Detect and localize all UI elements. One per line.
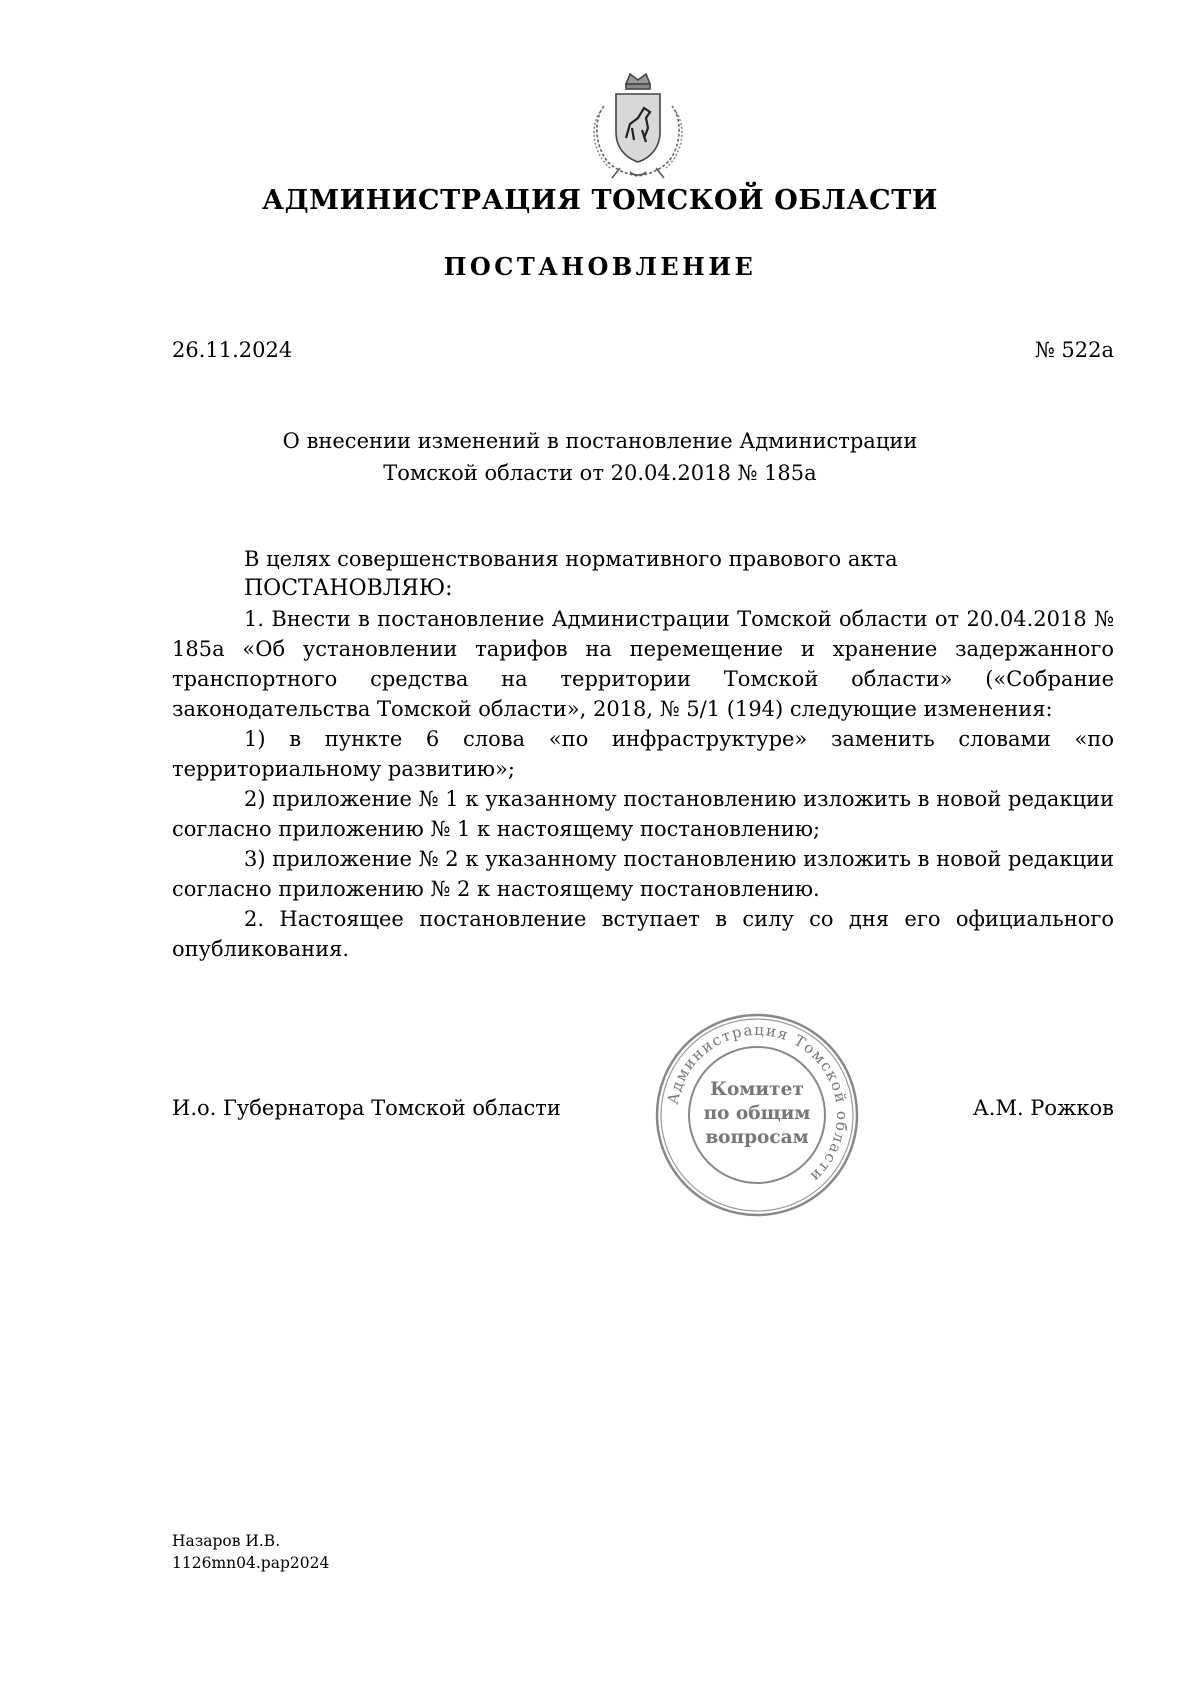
document-date: 26.11.2024 [172, 338, 293, 362]
document-type: ПОСТАНОВЛЕНИЕ [443, 252, 757, 281]
sub-item-2: 2) приложение № 1 к указанному постановлению изложить в новой редакции согласно приложению № 1 к настоящему постановлению; [172, 787, 1114, 841]
document-subject [0, 425, 1200, 489]
document-number: № 522а [1034, 338, 1114, 362]
footer [172, 1530, 329, 1574]
executor-name: Назаров И.В. [172, 1532, 281, 1550]
signatory-role: И.о. Губернатора Томской области [172, 1096, 561, 1120]
stamp-ring-text: Администрация Томской области [663, 1020, 852, 1187]
file-code: 1126mn04.pap2024 [172, 1554, 330, 1572]
sub-item-1: 1) в пункте 6 слова «по инфраструктуре» заменить словами «по территориальному развитию»; [172, 727, 1114, 781]
coat-of-arms-icon [586, 68, 690, 182]
organization-title: АДМИНИСТРАЦИЯ ТОМСКОЙ ОБЛАСТИ [261, 185, 939, 216]
item-2: 2. Настоящее постановление вступает в силу со дня его официального опубликования. [172, 907, 1114, 961]
signatory-name: А.М. Рожков [972, 1096, 1114, 1120]
stamp-center-text [652, 1078, 862, 1150]
document-body [172, 544, 1114, 964]
sub-item-3: 3) приложение № 2 к указанному постановлению изложить в новой редакции согласно приложению № 2 к настоящему постановлению. [172, 847, 1114, 901]
stamp-line-3: вопросам [705, 1127, 809, 1148]
stamp-line-2: по общим [703, 1103, 811, 1124]
subject-line-1: О внесении изменений в постановление Администрации [282, 429, 918, 453]
decree-word: ПОСТАНОВЛЯЮ: [244, 576, 453, 601]
subject-line-2: Томской области от 20.04.2018 № 185а [383, 461, 817, 485]
preamble: В целях совершенствования нормативного правового акта [244, 547, 898, 571]
item-1: 1. Внести в постановление Администрации Томской области от 20.04.2018 № 185а «Об установлении тарифов на перемещение и хранение задержанного транспортного средства на территории Томской области» («Собрание законодательства Томской области», 2018, № 5/1 (194) следующие изменения: [172, 607, 1114, 721]
stamp-line-1: Комитет [710, 1079, 804, 1100]
